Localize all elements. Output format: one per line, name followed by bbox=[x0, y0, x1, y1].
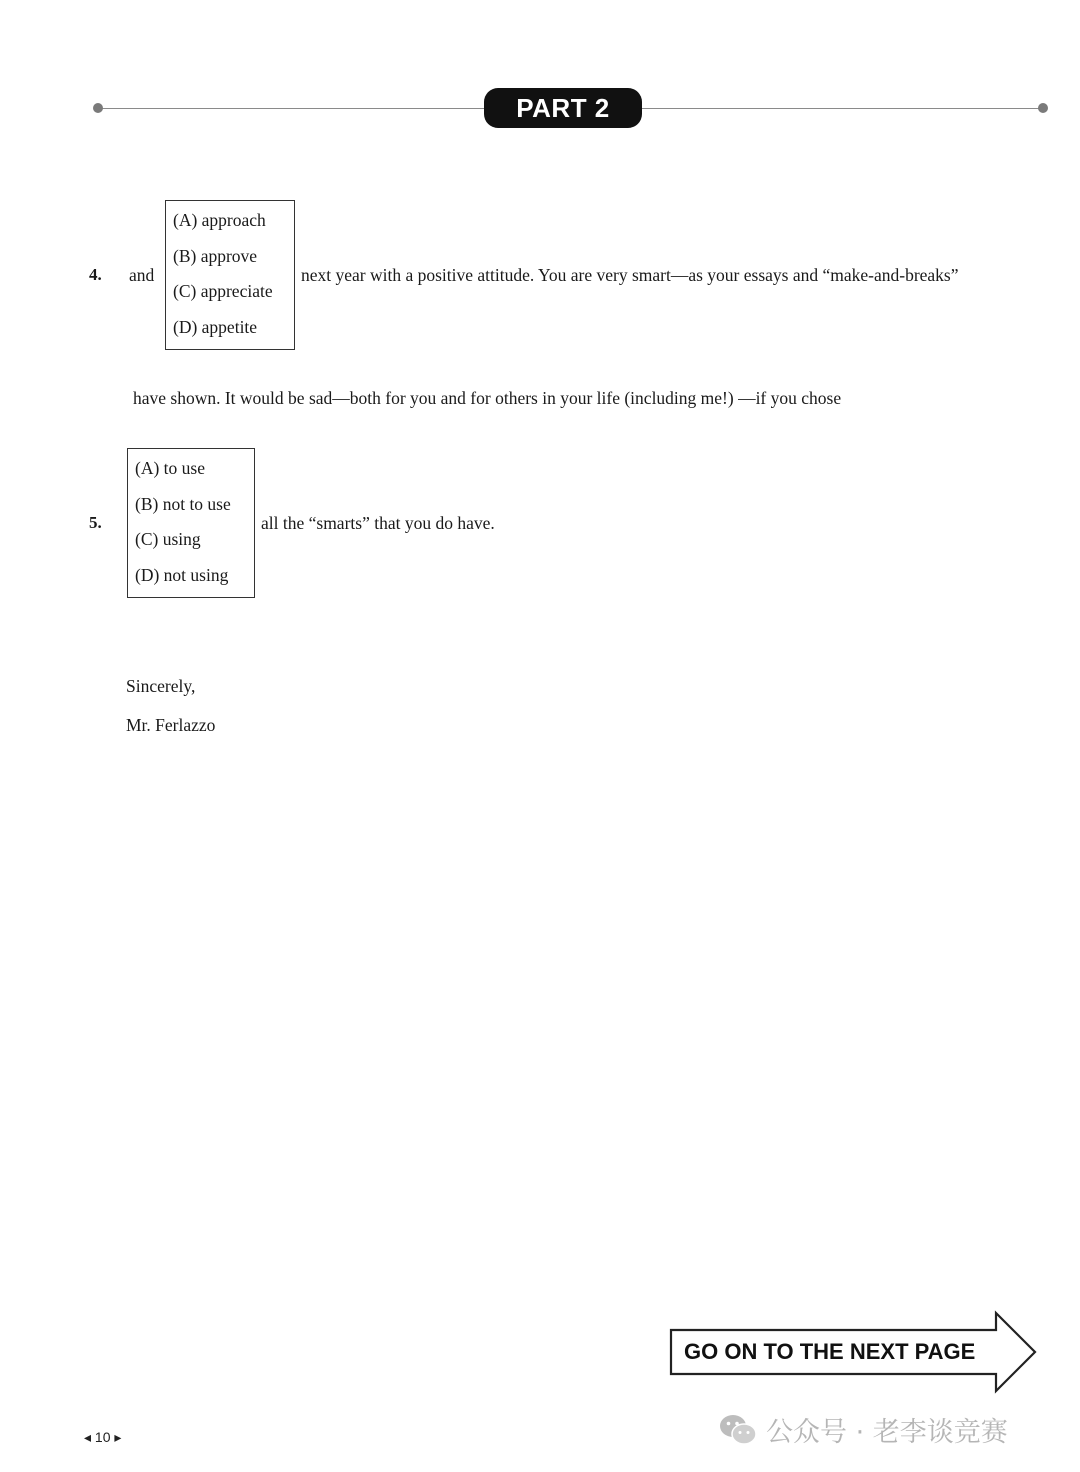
question-5-option-a[interactable]: (A) to use bbox=[135, 458, 205, 478]
question-5-number: 5. bbox=[89, 513, 102, 532]
passage-continuation-text: have shown. It would be sad—both for you and for others in your life (including me!) —if you chose bbox=[133, 388, 842, 408]
question-5-option-box bbox=[127, 448, 255, 598]
go-next-label: GO ON TO THE NEXT PAGE bbox=[684, 1339, 976, 1364]
header-rule-left bbox=[98, 108, 488, 109]
wechat-icon bbox=[718, 1413, 758, 1447]
header-rule-left-dot bbox=[93, 103, 103, 113]
header-rule-right bbox=[640, 108, 1044, 109]
question-4-option-c[interactable]: (C) appreciate bbox=[173, 281, 273, 301]
question-4-option-box bbox=[165, 200, 295, 350]
watermark bbox=[718, 1410, 1008, 1449]
question-5-option-c[interactable]: (C) using bbox=[135, 529, 201, 549]
question-5-option-b[interactable]: (B) not to use bbox=[135, 494, 231, 514]
question-4-option-a[interactable]: (A) approach bbox=[173, 210, 266, 230]
question-4-trailing-text: next year with a positive attitude. You are very smart—as your essays and “make-and-breaks” bbox=[301, 265, 959, 285]
letter-signature: Mr. Ferlazzo bbox=[126, 715, 216, 735]
question-4-number: 4. bbox=[89, 265, 102, 284]
question-4-option-d[interactable]: (D) appetite bbox=[173, 317, 258, 337]
watermark-text: 公众号 · 老李谈竞赛 bbox=[766, 1417, 1008, 1448]
question-5-trailing-text: all the “smarts” that you do have. bbox=[261, 513, 495, 533]
part-heading: PART 2 bbox=[484, 88, 642, 128]
question-4-lead-text: and bbox=[129, 265, 155, 285]
page-number: ◂ 10 ▸ bbox=[84, 1429, 122, 1445]
question-5-option-d[interactable]: (D) not using bbox=[135, 565, 229, 585]
letter-signoff: Sincerely, bbox=[126, 676, 196, 696]
question-4-option-b[interactable]: (B) approve bbox=[173, 246, 258, 266]
header-rule-right-dot bbox=[1038, 103, 1048, 113]
